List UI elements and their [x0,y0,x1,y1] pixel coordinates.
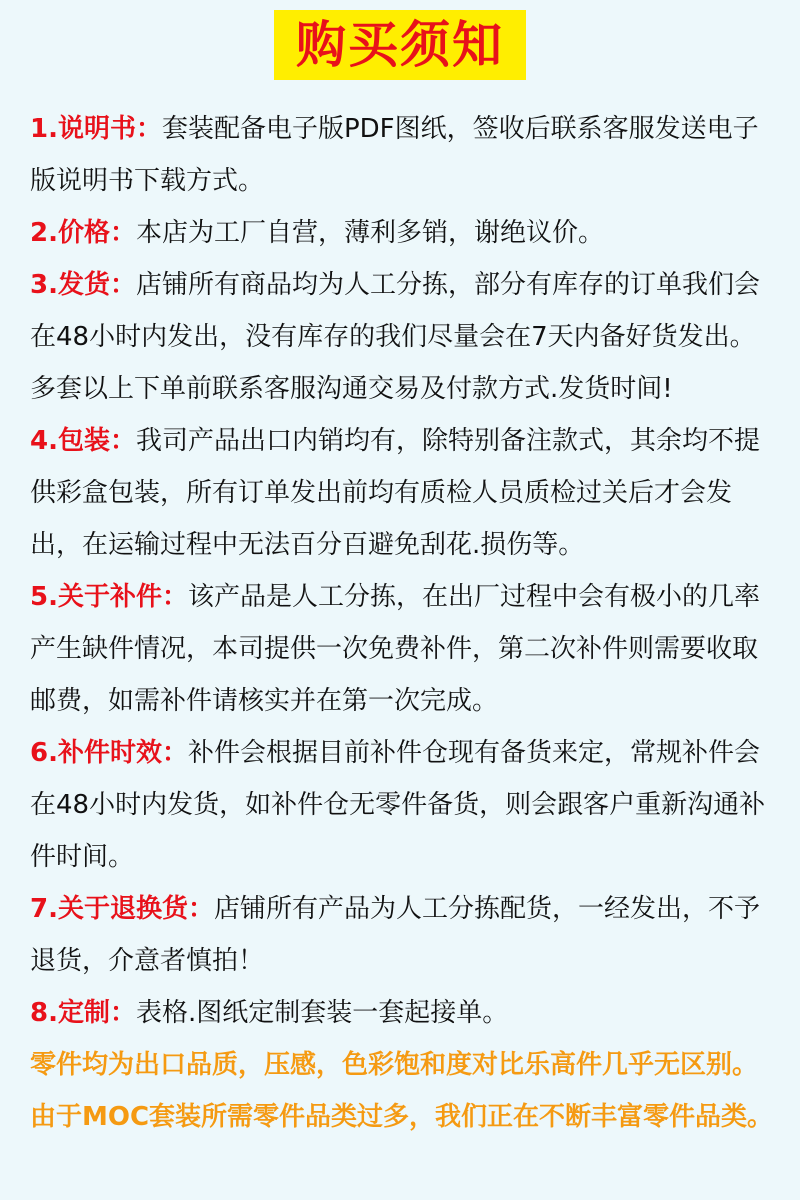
title-container [0,10,800,80]
notice-item-replacement-timing [30,727,775,883]
notice-text: 店铺所有产品为人工分拣配货，一经发出，不予退货，介意者慎拍！ [30,894,760,976]
page-title: 购买须知 [274,10,526,80]
notice-item-custom [30,987,775,1039]
notice-label: 8.定制： [30,998,136,1028]
notice-text: 表格.图纸定制套装一套起接单。 [135,998,509,1028]
notice-label: 6.补件时效： [30,738,188,768]
notice-text: 补件会根据目前补件仓现有备货来定，常规补件会在48小时内发货，如补件仓无零件备货，则会跟客户重新沟通补件时间。 [30,738,766,872]
quality-note: 零件均为出口品质，压感，色彩饱和度对比乐高件几乎无区别。由于MOC套装所需零件品类过多，我们正在不断丰富零件品类。 [30,1050,774,1132]
notice-item-shipping [30,259,775,415]
notice-label: 5.关于补件： [30,582,188,612]
notice-label: 4.包装： [30,426,136,456]
notice-item-price [30,207,775,259]
notice-list [30,103,775,1143]
notice-item-packaging [30,415,775,571]
notice-item-returns [30,883,775,987]
notice-item-instructions [30,103,775,207]
notice-text: 套装配备电子版PDF图纸，签收后联系客服发送电子版说明书下载方式。 [30,114,759,196]
notice-label: 1.说明书： [30,114,162,144]
notice-label: 7.关于退换货： [30,894,214,924]
notice-item-replacement-parts [30,571,775,727]
notice-text: 本店为工厂自营，薄利多销，谢绝议价。 [135,218,604,248]
notice-text: 我司产品出口内销均有，除特别备注款式，其余均不提供彩盒包装，所有订单发出前均有质检人员质检过关后才会发出，在运输过程中无法百分百避免刮花.损伤等。 [30,426,760,560]
notice-label: 3.发货： [30,270,136,300]
notice-label: 2.价格： [30,218,136,248]
notice-text: 店铺所有商品均为人工分拣，部分有库存的订单我们会在48小时内发出，没有库存的我们尽量会在7天内备好货发出。多套以上下单前联系客服沟通交易及付款方式.发货时间! [30,270,760,404]
notice-text: 该产品是人工分拣，在出厂过程中会有极小的几率产生缺件情况，本司提供一次免费补件，第二次补件则需要收取邮费，如需补件请核实并在第一次完成。 [30,582,760,716]
